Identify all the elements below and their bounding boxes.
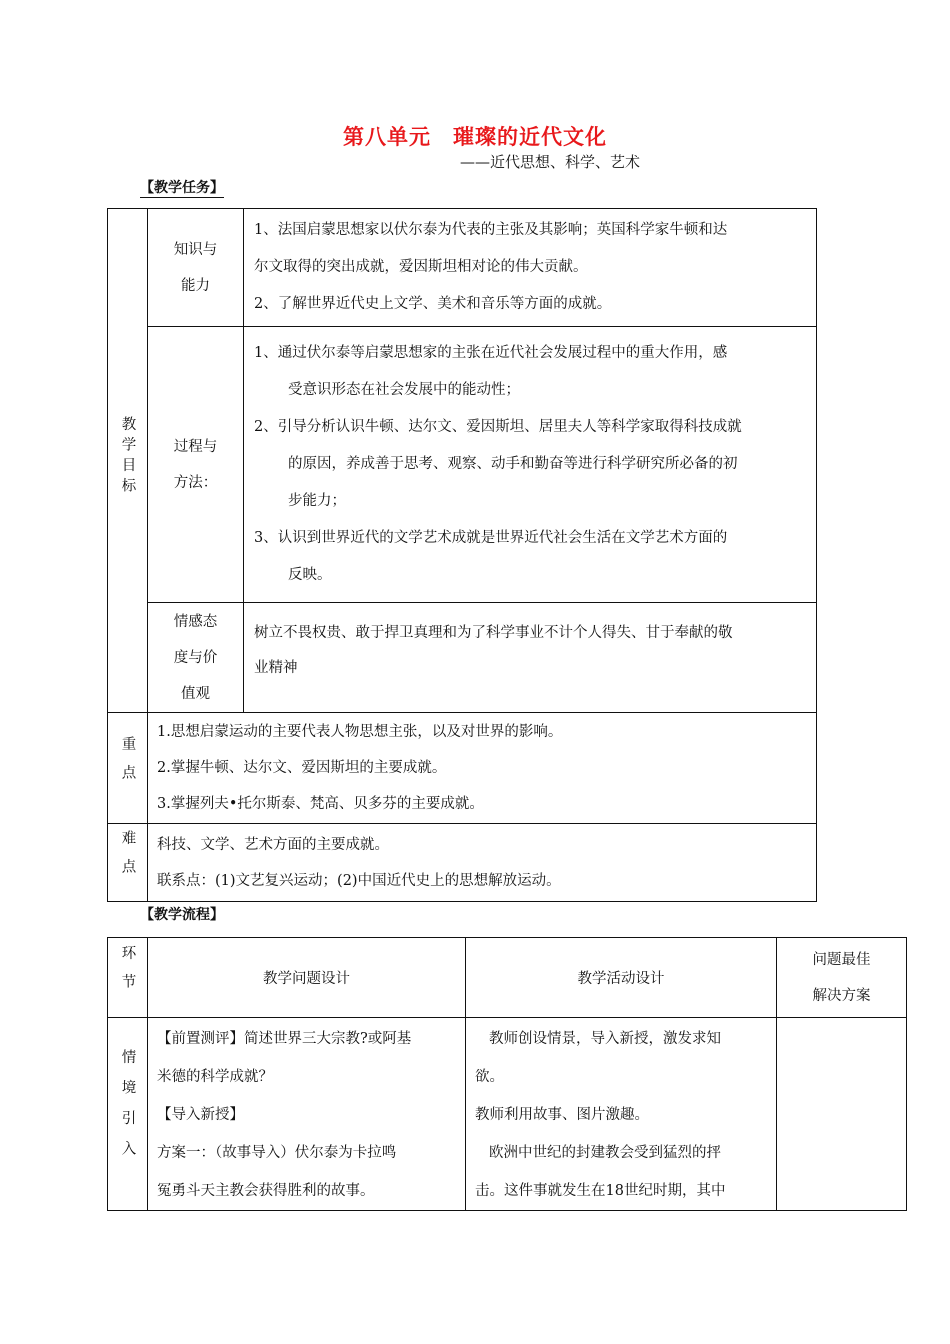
flow-header-question: 教学问题设计 — [148, 938, 466, 1018]
page-subtitle: ——近代思想、科学、艺术 — [460, 153, 641, 171]
flow-header-activity: 教学活动设计 — [466, 938, 777, 1018]
process-line: 受意识形态在社会发展中的能动性； — [288, 382, 520, 398]
flow-row-stage-text: 情境引入 — [119, 1049, 136, 1171]
section-heading-teaching-flow: 【教学流程】 — [140, 907, 224, 923]
attitude-label-line-2: 度与价 — [173, 649, 218, 666]
process-label — [148, 327, 244, 603]
question-line: 方案一：（故事导入）伏尔泰为卡拉鸣 — [157, 1145, 397, 1161]
activity-line: 教师利用故事、图片激趣。 — [475, 1107, 649, 1123]
activity-line: 击。这件事就发生在18世纪时期，其中 — [475, 1183, 726, 1199]
key-point-line: 2.掌握牛顿、达尔文、爱因斯坦的主要成就。 — [157, 760, 447, 776]
process-line: 2、引导分析认识牛顿、达尔文、爱因斯坦、居里夫人等科学家取得科技成就 — [254, 419, 742, 435]
page-title: 第八单元 璀璨的近代文化 — [343, 125, 607, 149]
key-points-label-text: 重点 — [119, 735, 136, 793]
process-line: 3、认识到世界近代的文学艺术成就是世界近代社会生活在文学艺术方面的 — [254, 530, 728, 546]
question-line: 【前置测评】简述世界三大宗教?或阿基 — [157, 1031, 412, 1047]
difficulty-line: 联系点：(1)文艺复兴运动；(2)中国近代史上的思想解放运动。 — [157, 872, 561, 889]
difficulty-line: 科技、文学、艺术方面的主要成就。 — [157, 836, 389, 853]
knowledge-label — [148, 209, 244, 327]
process-content — [244, 327, 817, 603]
knowledge-line: 2、了解世界近代史上文学、美术和音乐等方面的成就。 — [254, 296, 612, 312]
goals-row-label-text: 教学目标 — [119, 415, 136, 498]
knowledge-line: 1、法国启蒙思想家以伏尔泰为代表的主张及其影响；英国科学家牛顿和达 — [254, 222, 728, 238]
activity-line: 教师创设情景，导入新授，激发求知 — [489, 1031, 721, 1047]
process-line: 反映。 — [288, 567, 332, 583]
flow-header-solution-line-1: 问题最佳 — [812, 951, 871, 968]
knowledge-label-line-1: 知识与 — [173, 241, 218, 258]
process-line: 的原因，养成善于思考、观察、动手和勤奋等进行科学研究所必备的初 — [288, 456, 738, 472]
flow-row-question — [148, 1018, 466, 1211]
section-heading-teaching-task: 【教学任务】 — [140, 177, 224, 198]
teaching-goals-table — [107, 208, 817, 902]
activity-line: 欧洲中世纪的封建教会受到猛烈的抨 — [489, 1145, 721, 1161]
key-points-label — [108, 713, 148, 824]
key-point-line: 1.思想启蒙运动的主要代表人物思想主张，以及对世界的影响。 — [157, 724, 563, 740]
flow-header-solution — [777, 938, 907, 1018]
key-point-line: 3.掌握列夫•托尔斯泰、梵高、贝多芬的主要成就。 — [157, 796, 484, 812]
knowledge-content — [244, 209, 817, 327]
difficulties-label-text: 难点 — [119, 830, 136, 887]
attitude-label — [148, 603, 244, 713]
activity-line: 欲。 — [475, 1069, 504, 1085]
teaching-flow-table — [107, 937, 907, 1211]
attitude-label-line-1: 情感态 — [173, 613, 218, 630]
flow-header-stage-text: 环节 — [119, 945, 136, 1002]
key-points-content — [148, 713, 817, 824]
attitude-label-line-3: 值观 — [181, 685, 210, 702]
attitude-line: 业精神 — [254, 660, 298, 676]
process-line: 1、通过伏尔泰等启蒙思想家的主张在近代社会发展过程中的重大作用，感 — [254, 345, 728, 361]
flow-row-solution — [777, 1018, 907, 1211]
question-line: 冤勇斗天主教会获得胜利的故事。 — [157, 1183, 375, 1199]
question-line: 【导入新授】 — [157, 1107, 244, 1123]
flow-header-stage — [108, 938, 148, 1018]
goals-row-label — [108, 209, 148, 713]
difficulties-label — [108, 824, 148, 902]
attitude-line: 树立不畏权贵、敢于捍卫真理和为了科学事业不计个人得失、甘于奉献的敬 — [254, 625, 733, 641]
process-line: 步能力； — [288, 493, 346, 509]
flow-header-solution-line-2: 解决方案 — [812, 987, 871, 1004]
flow-row-stage — [108, 1018, 148, 1211]
process-label-line-2: 方法： — [173, 474, 218, 491]
question-line: 米德的科学成就？ — [157, 1069, 273, 1085]
knowledge-line: 尔文取得的突出成就，爱因斯坦相对论的伟大贡献。 — [254, 259, 588, 275]
flow-row-activity — [466, 1018, 777, 1211]
difficulties-content — [148, 824, 817, 902]
attitude-content — [244, 603, 817, 713]
knowledge-label-line-2: 能力 — [181, 277, 210, 294]
process-label-line-1: 过程与 — [173, 438, 218, 455]
